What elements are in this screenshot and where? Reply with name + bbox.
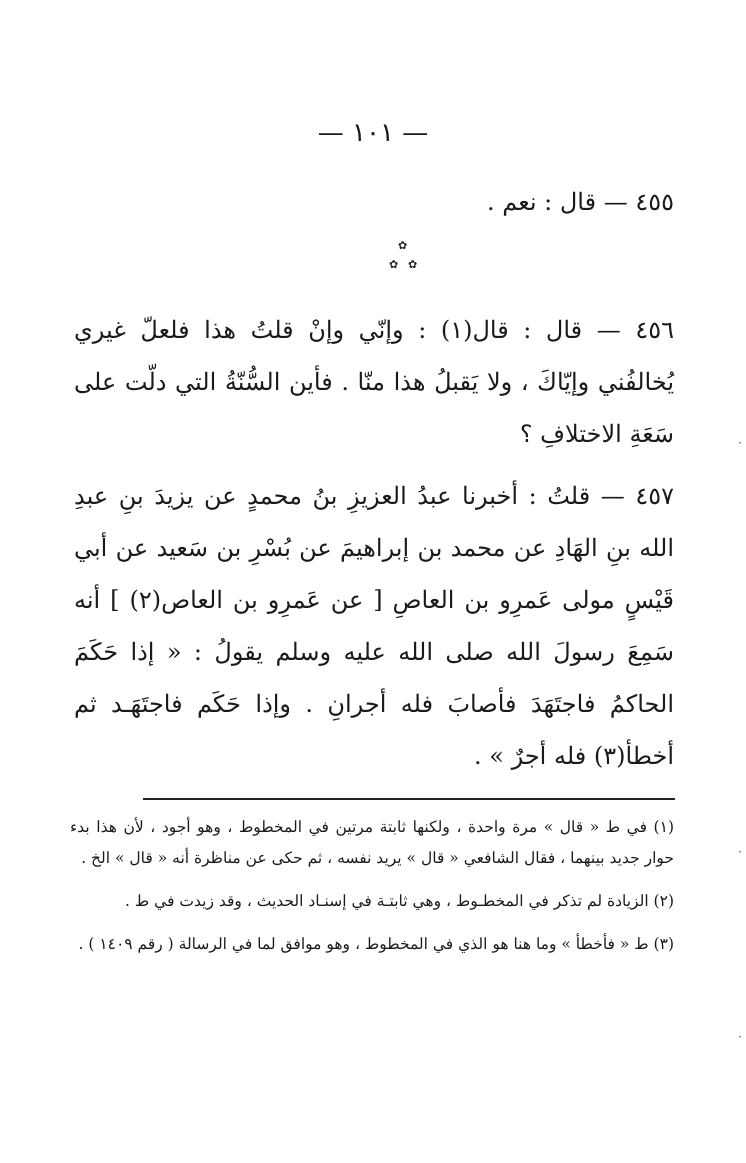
paragraph-text: ٤٥٧ — قلتُ : أخبرنا عبدُ العزيزِ بنُ محمدٍ عن يزيدَ بنِ عبدِ الله بنِ الهَادِ عن محمد بن إبراهيمَ عن بُسْرِ بن سَعيد عن أبي قَيْسٍ مولى عَمرِو بن العاصِ [ عن عَمرِو بن العاص(٢) ] أنه سَمِعَ رسولَ الله صلى الله عليه وسلم يقولُ : « إذا حَكَمَ الحاكمُ فاجتَهَدَ فأصابَ فله أجرانِ . وإذا حَكَم فاجتَهَـد ثم أخطأ(٣) فله أجرٌ » . xyxy=(74,482,674,770)
paragraph-456 xyxy=(74,304,674,460)
scan-mark: · xyxy=(738,1030,742,1044)
footnote-2: (٢) الزيادة لم تذكر في المخطـوط ، وهي ثابتـة في إسنـاد الحديث ، وقد زيدت في ط . xyxy=(125,892,674,910)
footnote-3: (٣) ط « فأخطأ » وما هنا هو الذي في المخطوط ، وهو موافق لما في الرسالة ( رقم ١٤٠٩ ) . xyxy=(78,935,674,953)
paragraph-455 xyxy=(74,176,674,228)
footnotes xyxy=(70,812,674,972)
paragraph-457 xyxy=(74,470,674,782)
scan-mark: · xyxy=(738,436,742,450)
paragraph-text: ٤٥٦ — قال : قال(١) : وإنّي وإنْ قلتُ هذا فلعلّ غيري يُخالفُني وإيّاكَ ، ولا يَقبلُ هذا منّا . فأين السُّنّةُ التي دلّت على سَعَةِ الاختلافِ ؟ xyxy=(74,316,674,448)
scan-mark: · xyxy=(738,845,742,859)
paragraph-text: ٤٥٥ — قال : نعم . xyxy=(487,188,674,216)
ornament-star-icon: ✿ xyxy=(398,239,408,252)
section-ornament xyxy=(380,240,430,280)
footnote-1: (١) في ط « قال » مرة واحدة ، ولكنها ثابتة مرتين في المخطوط ، وهو أجود ، لأن هذا بدء حوار جديد بينهما ، فقال الشافعي « قال » يريد نفسه ، ثم حكى عن مناظرة أنه « قال » الخ . xyxy=(70,818,674,867)
ornament-star-icon: ✿ xyxy=(408,258,418,271)
ornament-star-icon: ✿ xyxy=(389,258,399,271)
page-number: — ١٠١ — xyxy=(317,118,429,148)
footnote-divider xyxy=(143,798,675,800)
